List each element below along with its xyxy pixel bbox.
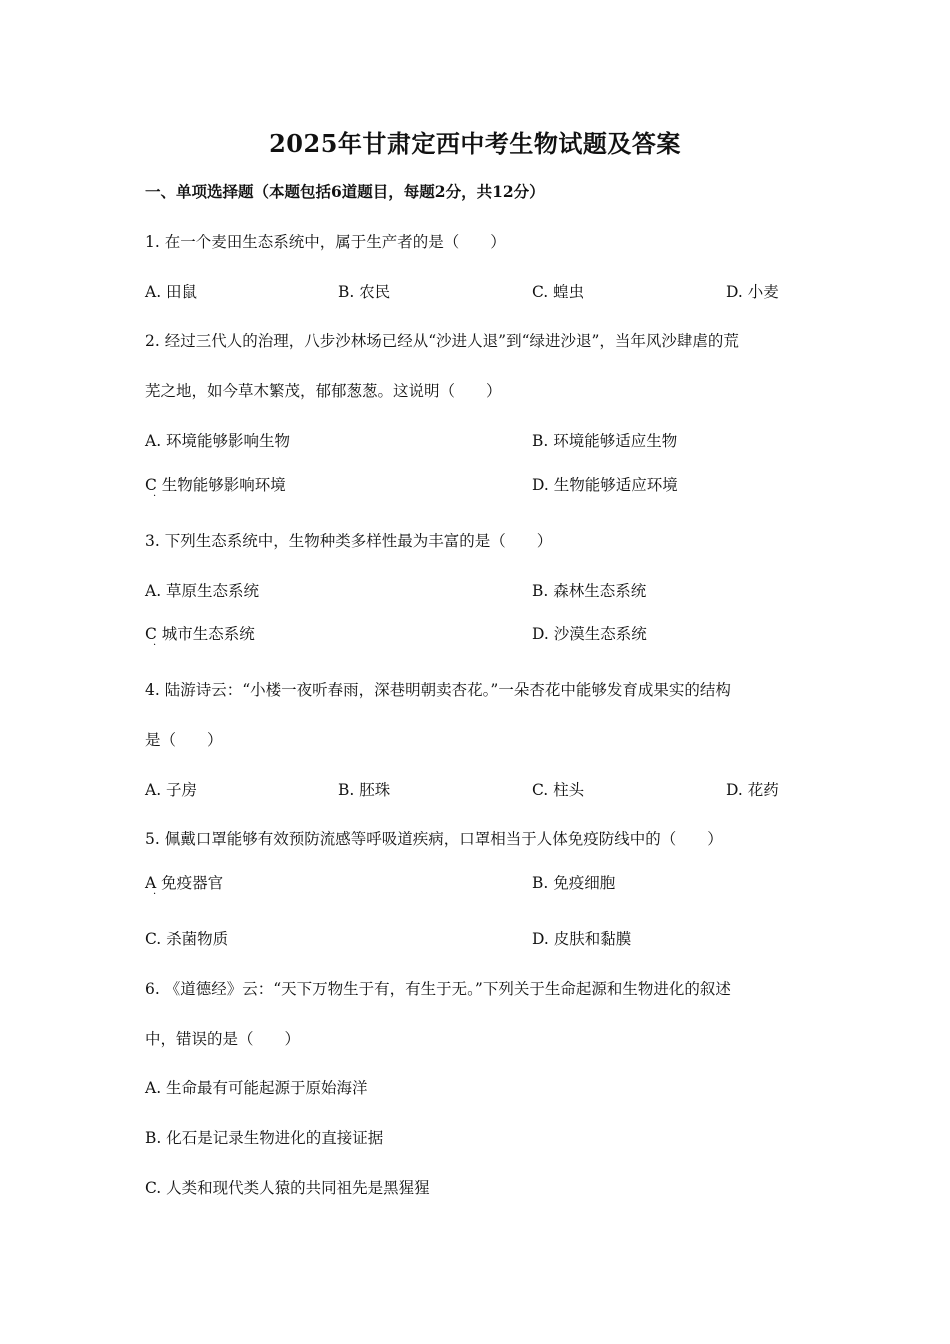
document-title: 2025年甘肃定西中考生物试题及答案 (269, 129, 681, 158)
question-1-option-a: A. 田鼠 (145, 283, 198, 301)
question-6-option-a: A. 生命最有可能起源于原始海洋 (145, 1079, 368, 1097)
question-4-option-c: C. 柱头 (532, 781, 585, 799)
option-marker-dot: · (153, 640, 157, 651)
question-4-option-a: A. 子房 (145, 781, 198, 799)
question-3-stem: 3. 下列生态系统中，生物种类多样性最为丰富的是（ ） (145, 532, 553, 550)
section-heading: 一、单项选择题（本题包括6道题目，每题2分，共12分） (145, 182, 545, 201)
question-1-option-d: D. 小麦 (726, 283, 779, 301)
question-1-option-b: B. 农民 (338, 283, 391, 301)
option-marker-dot: · (153, 889, 157, 900)
question-5-stem: 5. 佩戴口罩能够有效预防流感等呼吸道疾病，口罩相当于人体免疫防线中的（ ） (145, 830, 723, 848)
question-5-option-a: A 免疫器官 (145, 874, 224, 892)
option-marker-dot: · (153, 491, 157, 502)
question-4-option-d: D. 花药 (726, 781, 779, 799)
question-2-option-d: D. 生物能够适应环境 (532, 476, 678, 494)
question-2-option-a: A. 环境能够影响生物 (145, 432, 291, 450)
question-6-option-b: B. 化石是记录生物进化的直接证据 (145, 1129, 384, 1147)
question-2-option-b: B. 环境能够适应生物 (532, 432, 678, 450)
question-3-option-b: B. 森林生态系统 (532, 582, 647, 600)
question-5-option-c: C. 杀菌物质 (145, 930, 229, 948)
question-4-option-b: B. 胚珠 (338, 781, 391, 799)
question-3-option-a: A. 草原生态系统 (145, 582, 260, 600)
question-1-option-c: C. 蝗虫 (532, 283, 585, 301)
question-3-option-d: D. 沙漠生态系统 (532, 625, 647, 643)
question-1-stem: 1. 在一个麦田生态系统中，属于生产者的是（ ） (145, 233, 506, 251)
question-6-stem-line-2: 中，错误的是（ ） (145, 1030, 301, 1048)
question-2-stem-line-1: 2. 经过三代人的治理，八步沙林场已经从“沙进人退”到“绿进沙退”，当年风沙肆虐的荒 (145, 332, 739, 350)
question-4-stem-line-1: 4. 陆游诗云：“小楼一夜听春雨，深巷明朝卖杏花。”一朵杏花中能够发育成果实的结构 (145, 681, 731, 699)
question-2-stem-line-2: 芜之地，如今草木繁茂，郁郁葱葱。这说明（ ） (145, 382, 502, 400)
question-4-stem-line-2: 是（ ） (145, 731, 223, 749)
question-3-option-c: C 城市生态系统 (145, 625, 255, 643)
question-6-option-c: C. 人类和现代类人猿的共同祖先是黑猩猩 (145, 1179, 430, 1197)
question-2-option-c: C 生物能够影响环境 (145, 476, 286, 494)
question-5-option-d: D. 皮肤和黏膜 (532, 930, 632, 948)
question-6-stem-line-1: 6. 《道德经》云：“天下万物生于有，有生于无。”下列关于生命起源和生物进化的叙述 (145, 980, 731, 998)
question-5-option-b: B. 免疫细胞 (532, 874, 616, 892)
